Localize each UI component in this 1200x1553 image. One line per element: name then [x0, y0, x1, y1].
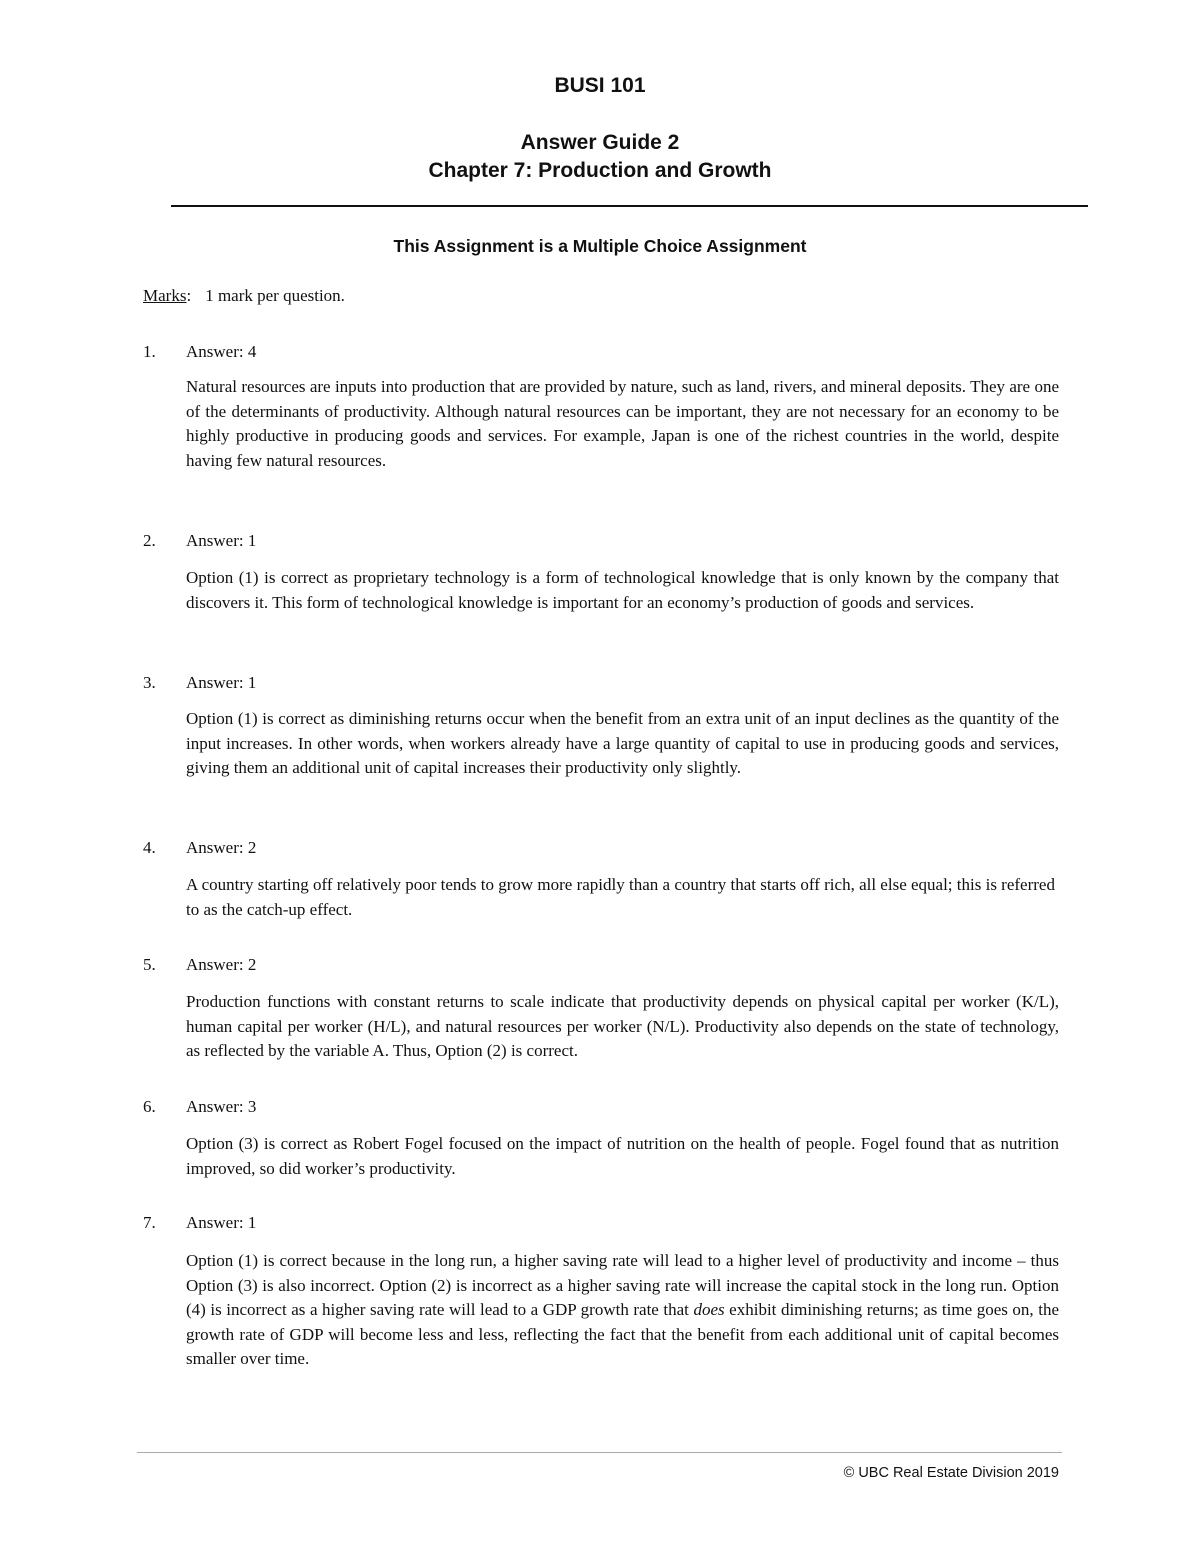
question-explanation: Option (1) is correct as diminishing returns occur when the benefit from an extra unit of an input declines as the quantity of the input increases. In other words, when workers already have a large quantity of capital to use in producing goods and services, giving them an additional unit of capital increases their productivity only slightly. [186, 709, 1059, 778]
question-number: 5. [143, 955, 156, 974]
guide-title: Answer Guide 2 [520, 131, 680, 154]
explanation-text: exhibit diminishing returns; as time goes on, the growth rate of GDP will become less and less, reflecting the fact that the benefit from each additional unit of capital becomes smaller over time. [186, 1300, 1059, 1369]
emphasized-word: does [693, 1300, 725, 1320]
marks-value: 1 mark per question. [205, 286, 345, 305]
course-code: BUSI 101 [554, 74, 646, 97]
question-number: 1. [143, 342, 156, 361]
question-number: 6. [143, 1097, 156, 1116]
question-explanation [186, 1249, 1059, 1372]
copyright-notice: © UBC Real Estate Division 2019 [843, 1465, 1059, 1481]
question-answer: Answer: 1 [186, 673, 257, 692]
question-answer: Answer: 1 [186, 1213, 257, 1232]
explanation-text: Option (1) is correct because in the long run, a higher saving rate will lead to a higher level of productivity and income – thus Option (3) is also incorrect. Option (2) is incorrect as a higher saving rate will increase the capital stock in the long run. Option (4) is incorrect as a higher saving rate will lead to a GDP growth rate that [186, 1251, 1059, 1320]
question-number: 2. [143, 531, 156, 550]
marks-line: Marks: 1 mark per question. [143, 286, 345, 305]
marks-label: Marks [143, 286, 187, 305]
question-answer: Answer: 4 [186, 342, 257, 361]
question-answer: Answer: 2 [186, 955, 257, 974]
question-answer: Answer: 2 [186, 838, 257, 857]
question-explanation: A country starting off relatively poor tends to grow more rapidly than a country that starts off rich, all else equal; this is referred to as the catch-up effect. [186, 875, 1055, 919]
question-answer: Answer: 1 [186, 531, 257, 550]
question-answer: Answer: 3 [186, 1097, 257, 1116]
header-divider [171, 205, 1088, 207]
question-number: 7. [143, 1213, 156, 1232]
question-explanation: Option (1) is correct as proprietary technology is a form of technological knowledge that is only known by the company that discovers it. This form of technological knowledge is important for an economy’s production of goods and services. [186, 568, 1059, 612]
question-number: 3. [143, 673, 156, 692]
question-explanation: Production functions with constant returns to scale indicate that productivity depends on physical capital per worker (K/L), human capital per worker (H/L), and natural resources per worker (N/L). Productivity also depends on the state of technology, as reflected by the variable A. Thus, Option (2) is correct. [186, 992, 1059, 1061]
footer-divider [137, 1452, 1062, 1453]
question-number: 4. [143, 838, 156, 857]
chapter-title: Chapter 7: Production and Growth [428, 159, 772, 182]
question-explanation: Option (3) is correct as Robert Fogel focused on the impact of nutrition on the health of people. Fogel found that as nutrition improved, so did worker’s productivity. [186, 1134, 1059, 1178]
question-explanation: Natural resources are inputs into production that are provided by nature, such as land, rivers, and mineral deposits. They are one of the determinants of productivity. Although natural resources can be important, they are not necessary for an economy to be highly productive in producing goods and services. For example, Japan is one of the richest countries in the world, despite having few natural resources. [186, 377, 1059, 470]
assignment-type-heading: This Assignment is a Multiple Choice Assignment [393, 236, 807, 256]
